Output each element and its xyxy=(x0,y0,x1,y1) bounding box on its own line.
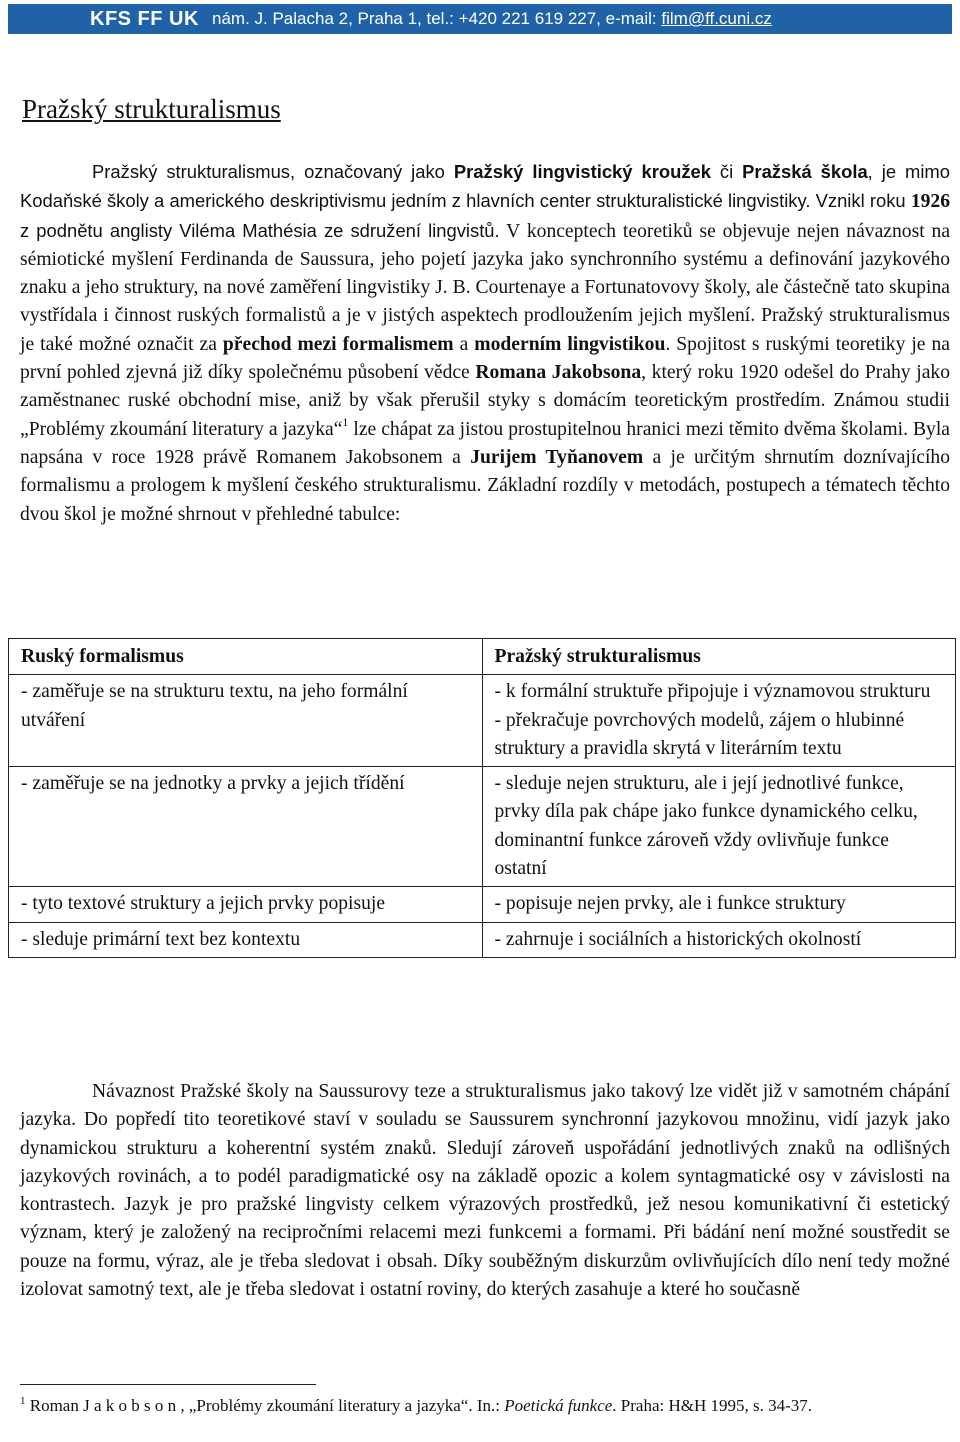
table-cell: - sleduje nejen strukturu, ale i její jednotlivé funkce, prvky díla pak chápe jako funkce dynamického celku, dominantní funkce zároveň vždy ovlivňuje funkce ostatní xyxy=(482,767,956,887)
bold-term: Pražský lingvistický kroužek xyxy=(453,161,711,182)
table-row xyxy=(9,922,956,957)
bold-term: moderním lingvistikou xyxy=(474,333,666,355)
address-text: nám. J. Palacha 2, Praha 1, tel.: +420 221 619 227, e-mail: xyxy=(212,9,662,28)
bold-term: Pražská škola xyxy=(742,161,868,182)
comparison-table xyxy=(8,638,956,958)
second-paragraph: Návaznost Pražské školy na Saussurovy teze a strukturalismus jako takový lze vidět již v samotném chápání jazyka. Do popředí tito teoretikové staví v souladu se Saussurem synchronní jazykovou množinu, vidí jazyk jako dynamickou strukturu a koherentní systém znaků. Sledují zároveň uspořádání jednotlivých znaků na odlišných jazykových rovinách, a to podél paradigmatické osy na základě opozic a kolem syntagmatické osy v závislosti na kontrastech. Jazyk je pro pražské lingvisty celkem výrazových prostředků, jež nesou komunikativní či estetický význam, který je založený na recipročními relacemi mezi funkcemi a formami. Při bádání není možné soustředit se pouze na formu, výraz, ale je třeba sledovat i obsah. Díky souběžným diskurzům ovlivňujících dílo není tedy možné izolovat samotný text, ale je třeba sledovat i ostatní roviny, do kterých zasahuje a které ho současně xyxy=(20,1081,950,1301)
email-link[interactable]: film@ff.cuni.cz xyxy=(661,9,772,28)
text-run: z podnětu anglisty Viléma Mathésia ze sdružení lingvistů. xyxy=(20,219,500,241)
header-bar xyxy=(8,4,952,34)
table-cell: - popisuje nejen prvky, ale i funkce struktury xyxy=(482,887,956,922)
text-run: či xyxy=(710,161,743,182)
bold-term: 1926 xyxy=(910,191,950,213)
table-row xyxy=(9,675,956,767)
text-run: . Spojitost s ruskými teoretiky je na první pohled zjevná již díky společnému působení vědce xyxy=(20,333,950,384)
column-header: Pražský strukturalismus xyxy=(482,639,956,675)
table-cell: - zahrnuje i sociálních a historických okolností xyxy=(482,922,956,957)
bold-term: Jurijem Tyňanovem xyxy=(470,446,644,468)
table-row xyxy=(9,887,956,922)
text-run: , který roku 1920 odešel do Prahy jako zaměstnanec ruské obchodní mise, aniž by však přerušil styky s domácím teoretickým prostředím. Známou studii „Problémy zkoumání literatury a jazyka“ xyxy=(20,362,950,440)
text-run: Pražský strukturalismus, označovaný jako xyxy=(92,161,454,182)
table-header-row xyxy=(9,639,956,675)
logo: KFS FF UK xyxy=(90,7,199,30)
footnote-divider xyxy=(20,1384,316,1385)
table-cell: - k formální struktuře připojuje i významovou strukturu - překračuje povrchových modelů, zájem o hlubinné struktury a pravidla skrytá v literárním textu xyxy=(482,675,956,767)
text-run: , je mimo Kodaňské školy a amerického deskriptivismu jedním z hlavních center strukturalistické lingvistiky. Vznikl roku xyxy=(20,161,950,212)
bold-term: přechod mezi formalismem xyxy=(222,333,454,355)
footnote-book-title: Poetická funkce xyxy=(504,1396,613,1415)
text-run: V konceptech teoretiků se objevuje nejen návaznost na sémiotické myšlení Ferdinanda de Saussura, jeho pojetí jazyka jako synchronního systému a definování jazykového znaku a jeho struktury, na nové zaměření lingvistiky J. B. Courtenaye a Fortunatovovy školy, ale částečně tato skupina vystřídala i činnost ruských formalistů a je v jistých aspektech prodloužením jejich myšlení. Pražský strukturalismus je také možné označit za xyxy=(20,220,951,355)
intro-paragraph xyxy=(20,158,950,529)
footnote-text: Roman J a k o b s o n , „Problémy zkoumání literatury a jazyka“. In.: xyxy=(29,1396,505,1415)
column-header: Ruský formalismus xyxy=(9,639,483,675)
footnote-ref[interactable]: 1 xyxy=(342,414,349,429)
table-cell: - zaměřuje se na jednotky a prvky a jejich třídění xyxy=(9,767,483,887)
table-cell: - tyto textové struktury a jejich prvky popisuje xyxy=(9,887,483,922)
footnote xyxy=(20,1394,940,1417)
table-cell: - sleduje primární text bez kontextu xyxy=(9,922,483,957)
table-cell: - zaměřuje se na strukturu textu, na jeho formální utváření xyxy=(9,675,483,767)
text-run: a je určitým shrnutím doznívajícího formalismu a prologem k myšlení českého strukturalismu. Základní rozdíly v metodách, postupech a tématech těchto dvou škol je možné shrnout v přehledné tabulce: xyxy=(20,446,950,525)
contact-address xyxy=(200,9,772,29)
page-title: Pražský strukturalismus xyxy=(22,94,281,124)
footnote-text: . Praha: H&H 1995, s. 34-37. xyxy=(612,1396,813,1415)
text-run: a xyxy=(453,333,475,355)
bold-term: Romana Jakobsona xyxy=(475,362,642,384)
text-run: lze chápat za jistou prostupitelnou hranici mezi těmito dvěma školami. Byla napsána v roce 1928 právě Romanem Jakobsonem a xyxy=(20,418,950,468)
table-row xyxy=(9,767,956,887)
footnote-number: 1 xyxy=(20,1395,26,1407)
